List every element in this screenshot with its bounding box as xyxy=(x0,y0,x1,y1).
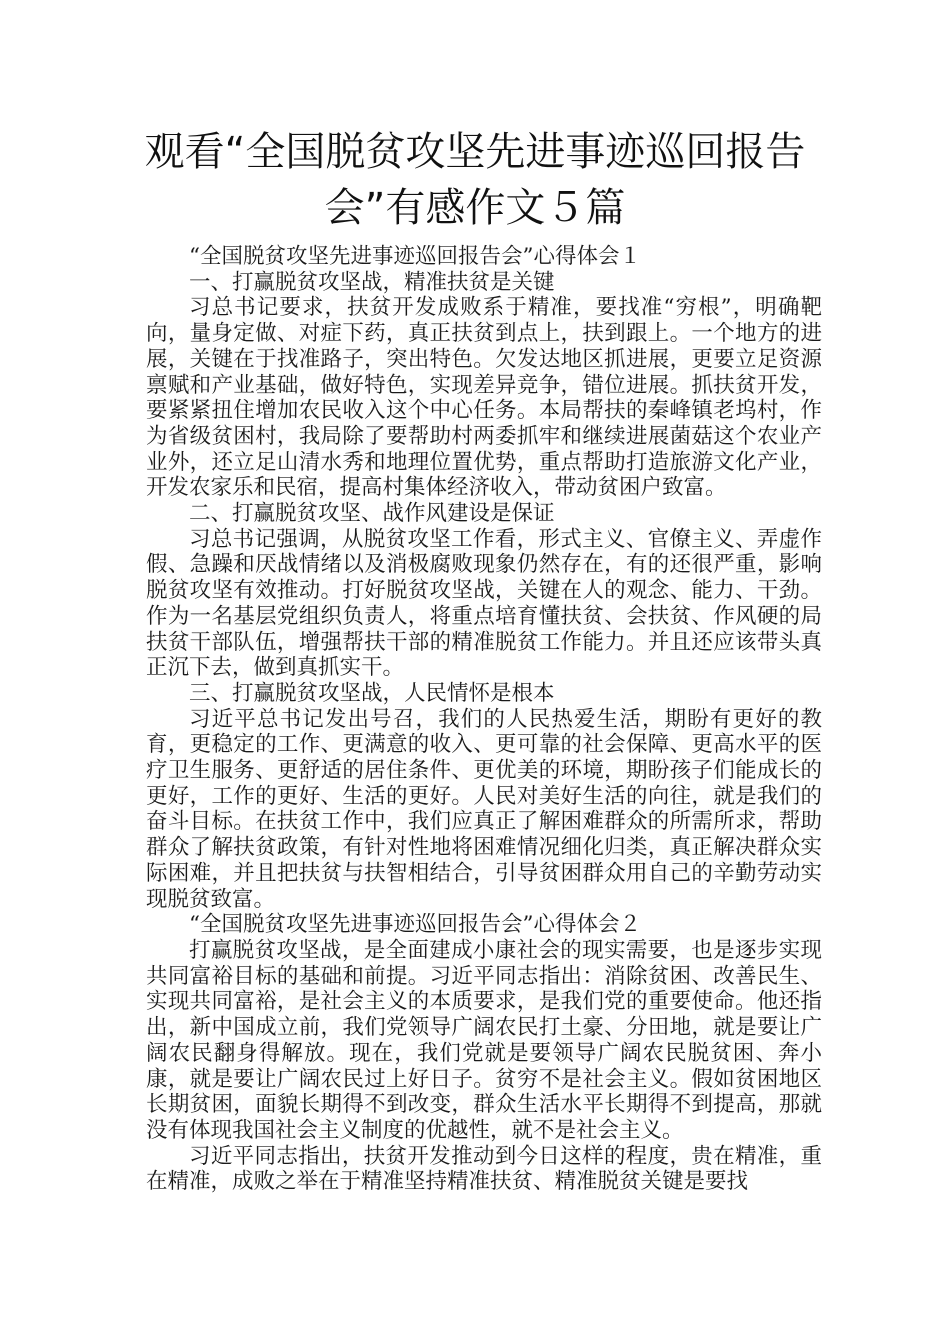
title-line-1: 观看“全国脱贫攻坚先进事迹巡回报告 xyxy=(144,129,806,175)
subheading-1-1: 一、打赢脱贫攻坚战，精准扶贫是关键 xyxy=(189,269,555,295)
body-paragraph: 习近平总书记发出号召，我们的人民热爱生活，期盼有更好的教育，更稳定的工作、更满意的收入、更可靠的社会保障、更高水平的医疗卫生服务、更舒适的居住条件、更优美的环境，期盼孩子们能成长的更好，工作的更好、生活的更好。人民对美好生活的向往，就是我们的奋斗目标。在扶贫工作中，我们应真正了解困难群众的所需所求，帮助群众了解扶贫政策，有针对性地将困难情况细化归类，真正解决群众实际困难，并且把扶贫与扶智相结合，引导贫困群众用自己的辛勤劳动实现脱贫致富。 xyxy=(146,706,822,912)
body-paragraph: 打赢脱贫攻坚战，是全面建成小康社会的现实需要，也是逐步实现共同富裕目标的基础和前提。习近平同志指出：消除贫困、改善民生、实现共同富裕，是社会主义的本质要求，是我们党的重要使命。他还指出，新中国成立前，我们党领导广阔农民打土豪、分田地，就是要让广阔农民翻身得解放。现在，我们党就是要领导广阔农民脱贫困、奔小康，就是要让广阔农民过上好日子。贫穷不是社会主义。假如贫困地区长期贫困，面貌长期得不到改变，群众生活水平长期得不到提高，那就没有体现我国社会主义制度的优越性，就不是社会主义。 xyxy=(146,937,822,1143)
subheading-1-3: 三、打赢脱贫攻坚战，人民情怀是根本 xyxy=(189,680,555,706)
section-heading-2: “全国脱贫攻坚先进事迹巡回报告会”心得体会２ xyxy=(189,912,641,938)
document-title xyxy=(60,124,890,236)
subheading-1-2: 二、打赢脱贫攻坚、战作风建设是保证 xyxy=(189,501,555,527)
document-body xyxy=(146,244,822,1195)
section-heading-1: “全国脱贫攻坚先进事迹巡回报告会”心得体会１ xyxy=(189,244,641,269)
body-paragraph: 习总书记强调，从脱贫攻坚工作看，形式主义、官僚主义、弄虚作假、急躁和厌战情绪以及消极腐败现象仍然存在，有的还很严重，影响脱贫攻坚有效推动。打好脱贫攻坚战，关键在人的观念、能力、干劲。作为一名基层党组织负责人，将重点培育懂扶贫、会扶贫、作风硬的局扶贫干部队伍，增强帮扶干部的精准脱贫工作能力。并且还应该带头真正沉下去，做到真抓实干。 xyxy=(146,526,822,681)
body-paragraph: 习近平同志指出，扶贫开发推动到今日这样的程度，贵在精准，重在精准，成败之举在于精准坚持精准扶贫、精准脱贫关键是要找 xyxy=(146,1143,822,1195)
body-paragraph: 习总书记要求，扶贫开发成败系于精准，要找准“穷根”，明确靶向，量身定做、对症下药，真正扶贫到点上，扶到跟上。一个地方的进展，关键在于找准路子，突出特色。欠发达地区抓进展，更要立足资源禀赋和产业基础，做好特色，实现差异竞争，错位进展。抓扶贫开发，要紧紧扭住增加农民收入这个中心任务。本局帮扶的秦峰镇老坞村，作为省级贫困村，我局除了要帮助村两委抓牢和继续进展菌菇这个农业产业外，还立足山清水秀和地理位置优势，重点帮助打造旅游文化产业，开发农家乐和民宿，提高村集体经济收入，带动贫困户致富。 xyxy=(146,295,822,501)
title-line-2: 会”有感作文５篇 xyxy=(324,185,626,231)
